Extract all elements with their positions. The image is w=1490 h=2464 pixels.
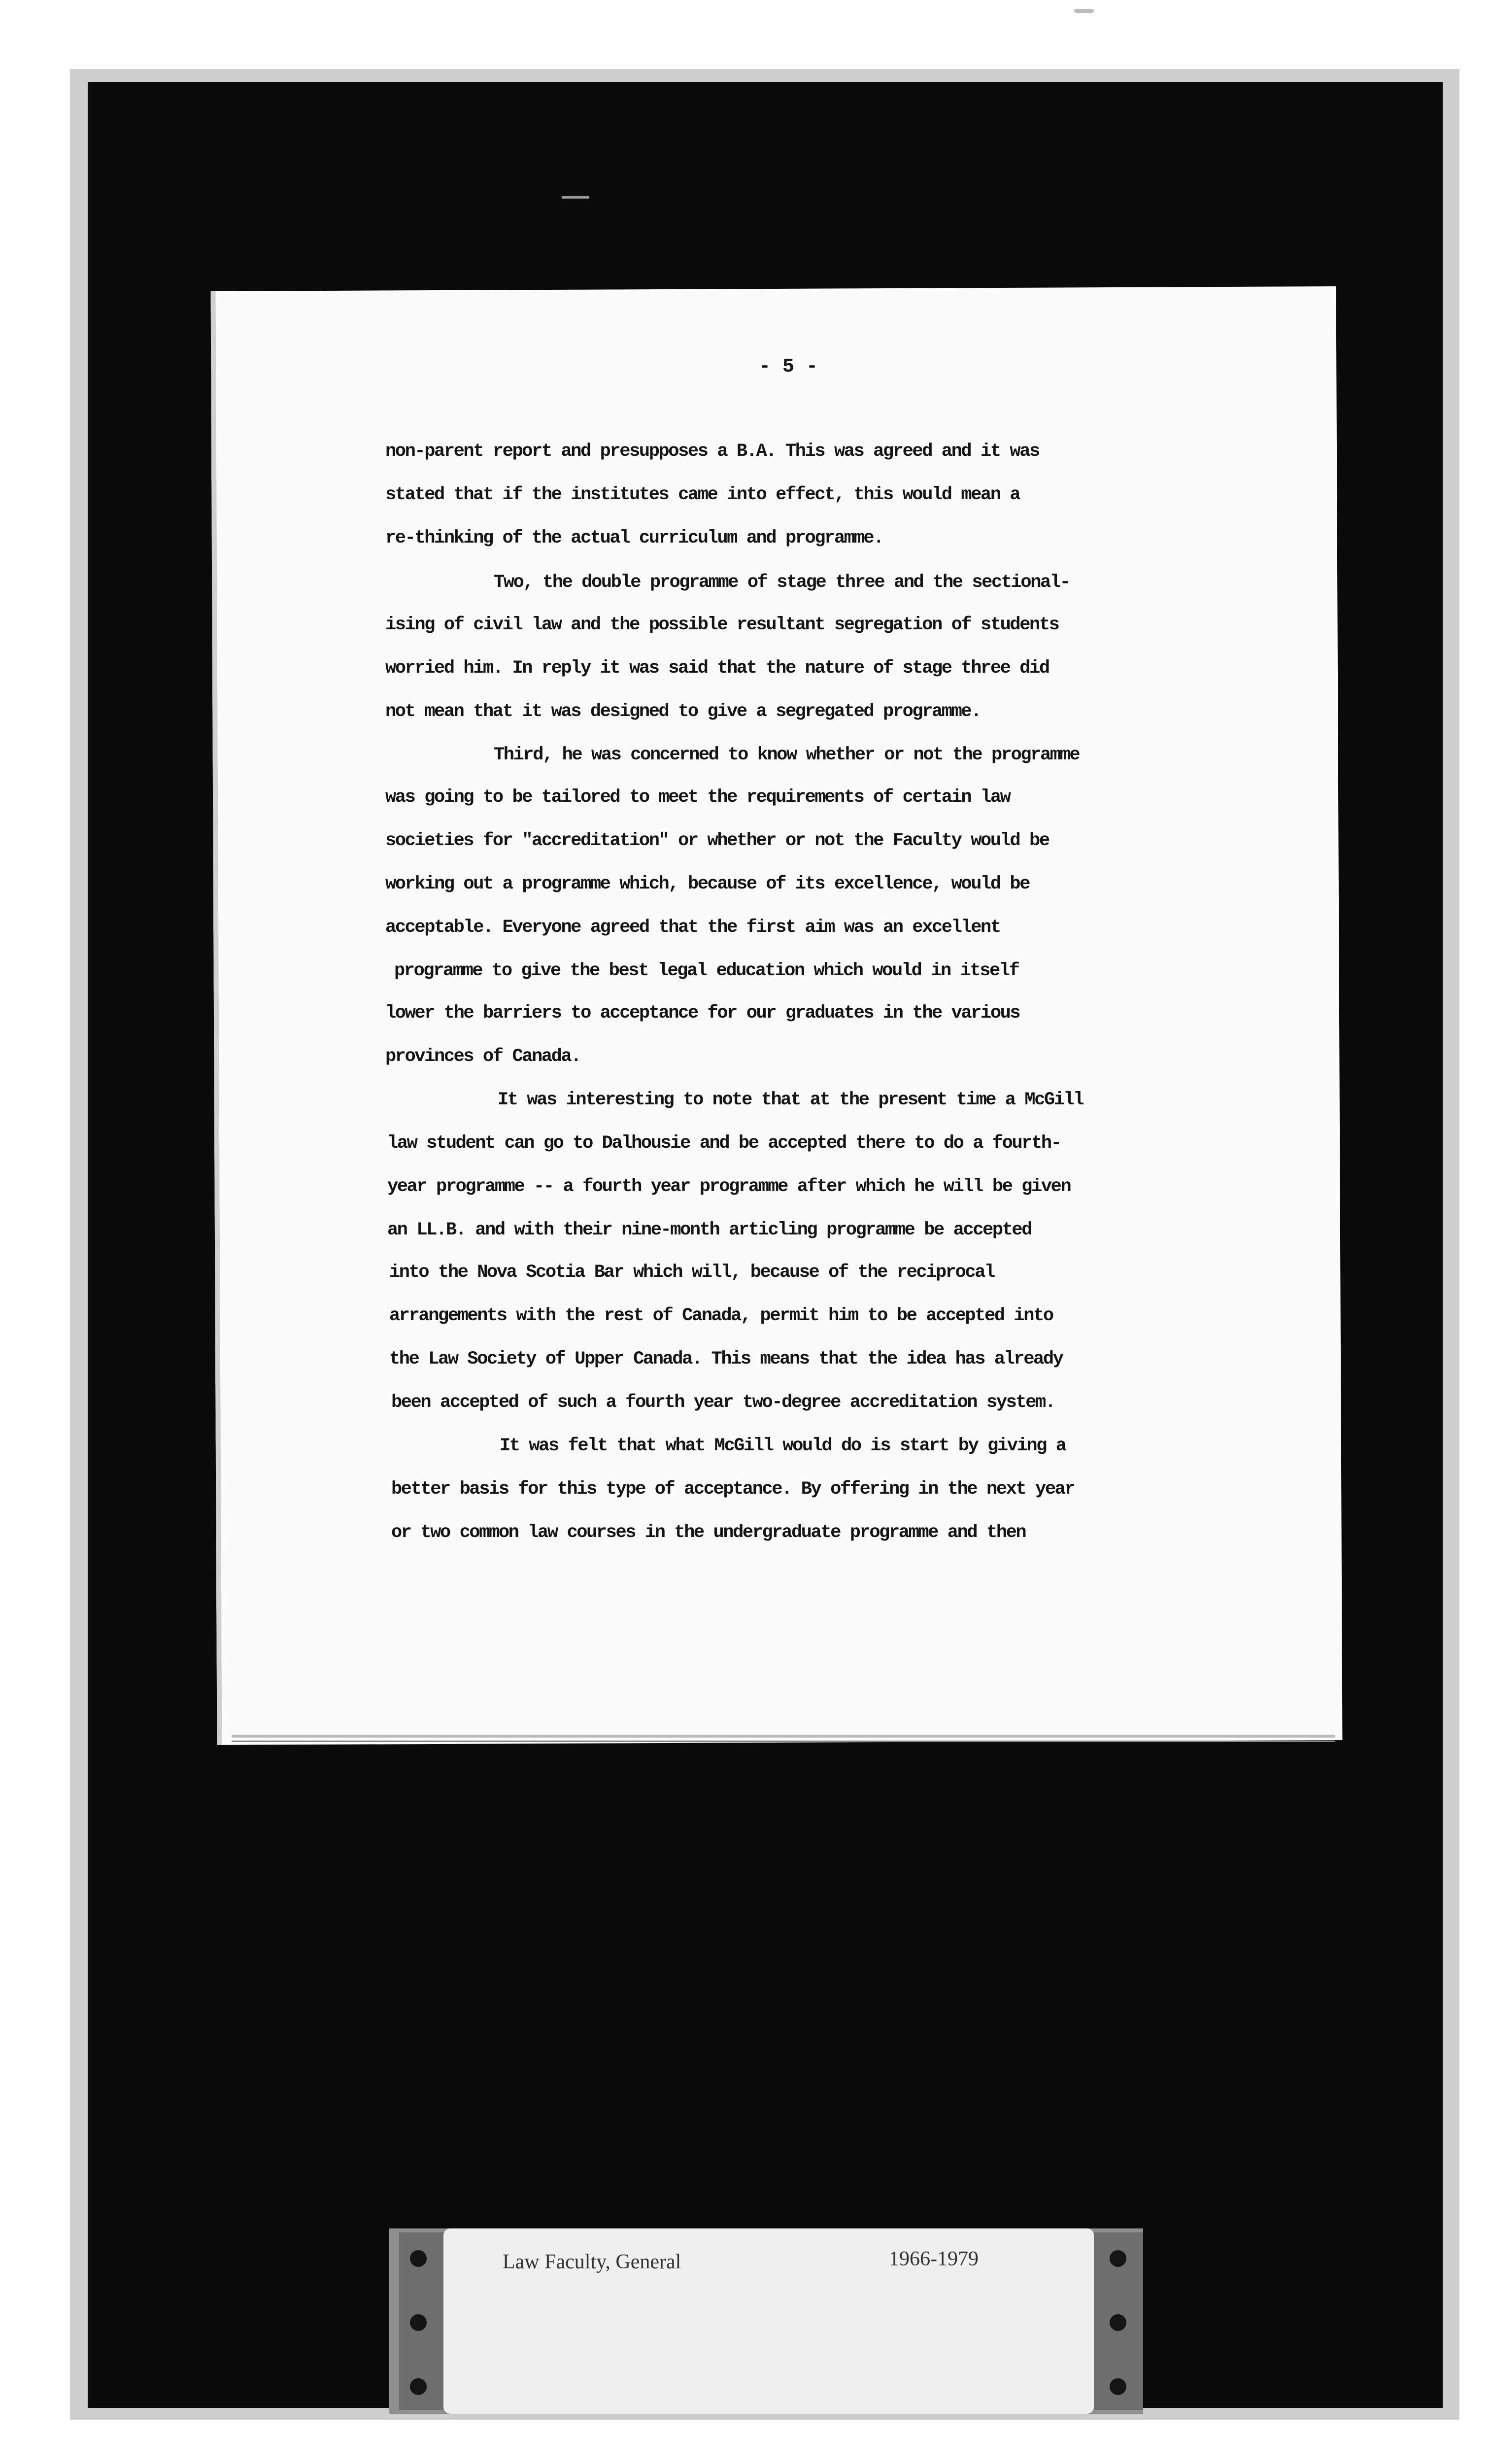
page-bottom-edge-shadow [232, 1741, 1335, 1742]
film-dash-mark [562, 196, 589, 199]
body-line: provinces of Canada. [385, 1046, 581, 1067]
body-line: the Law Society of Upper Canada. This means that the idea has already [389, 1349, 1063, 1369]
body-line: non-parent report and presupposes a B.A. This was agreed and it was [385, 441, 1039, 462]
body-line: acceptable. Everyone agreed that the first aim was an excellent [385, 917, 1000, 938]
body-line: Third, he was concerned to know whether or not the programme [494, 745, 1080, 765]
body-line: law student can go to Dalhousie and be accepted there to do a fourth- [387, 1133, 1061, 1154]
sprocket-hole-icon [410, 2250, 427, 2267]
body-line: ising of civil law and the possible resultant segregation of students [385, 615, 1059, 635]
body-line: not mean that it was designed to give a segregated programme. [385, 701, 981, 722]
body-line: It was interesting to note that at the present time a McGill [498, 1090, 1084, 1110]
body-line: into the Nova Scotia Bar which will, because of the reciprocal [389, 1262, 994, 1283]
body-line: It was felt that what McGill would do is start by giving a [500, 1436, 1066, 1456]
body-line: programme to give the best legal education which would in itself [394, 960, 1019, 981]
scan-mark [1074, 9, 1094, 13]
sprocket-hole-icon [1110, 2250, 1126, 2267]
sprocket-hole-icon [410, 2378, 427, 2395]
body-line: was going to be tailored to meet the requirements of certain law [385, 787, 1010, 808]
body-line: year programme -- a fourth year programme after which he will be given [387, 1176, 1071, 1197]
body-line: or two common law courses in the undergraduate programme and then [391, 1522, 1026, 1543]
sprocket-hole-icon [410, 2314, 427, 2331]
body-line: better basis for this type of acceptance. By offering in the next year [391, 1479, 1075, 1500]
body-line: Two, the double programme of stage three and the sectional- [494, 572, 1070, 593]
body-line: arrangements with the rest of Canada, permit him to be accepted into [389, 1305, 1053, 1326]
body-line: working out a programme which, because of its excellence, would be [385, 874, 1030, 894]
body-line: worried him. In reply it was said that the nature of stage three did [385, 658, 1049, 679]
body-line: societies for "accreditation" or whether or not the Faculty would be [385, 830, 1049, 851]
body-line: lower the barriers to acceptance for our graduates in the various [385, 1003, 1020, 1024]
label-title: Law Faculty, General [503, 2251, 681, 2273]
page-number: - 5 - [758, 356, 818, 378]
label-years: 1966-1979 [889, 2248, 979, 2270]
body-line: re-thinking of the actual curriculum and programme. [385, 528, 883, 548]
page-bottom-edge [232, 1735, 1335, 1738]
body-line: been accepted of such a fourth year two-degree accreditation system. [391, 1392, 1055, 1413]
body-line: stated that if the institutes came into effect, this would mean a [385, 484, 1020, 505]
sprocket-hole-icon [1110, 2378, 1126, 2395]
body-line: an LL.B. and with their nine-month articling programme be accepted [387, 1220, 1032, 1240]
sprocket-hole-icon [1110, 2314, 1126, 2331]
